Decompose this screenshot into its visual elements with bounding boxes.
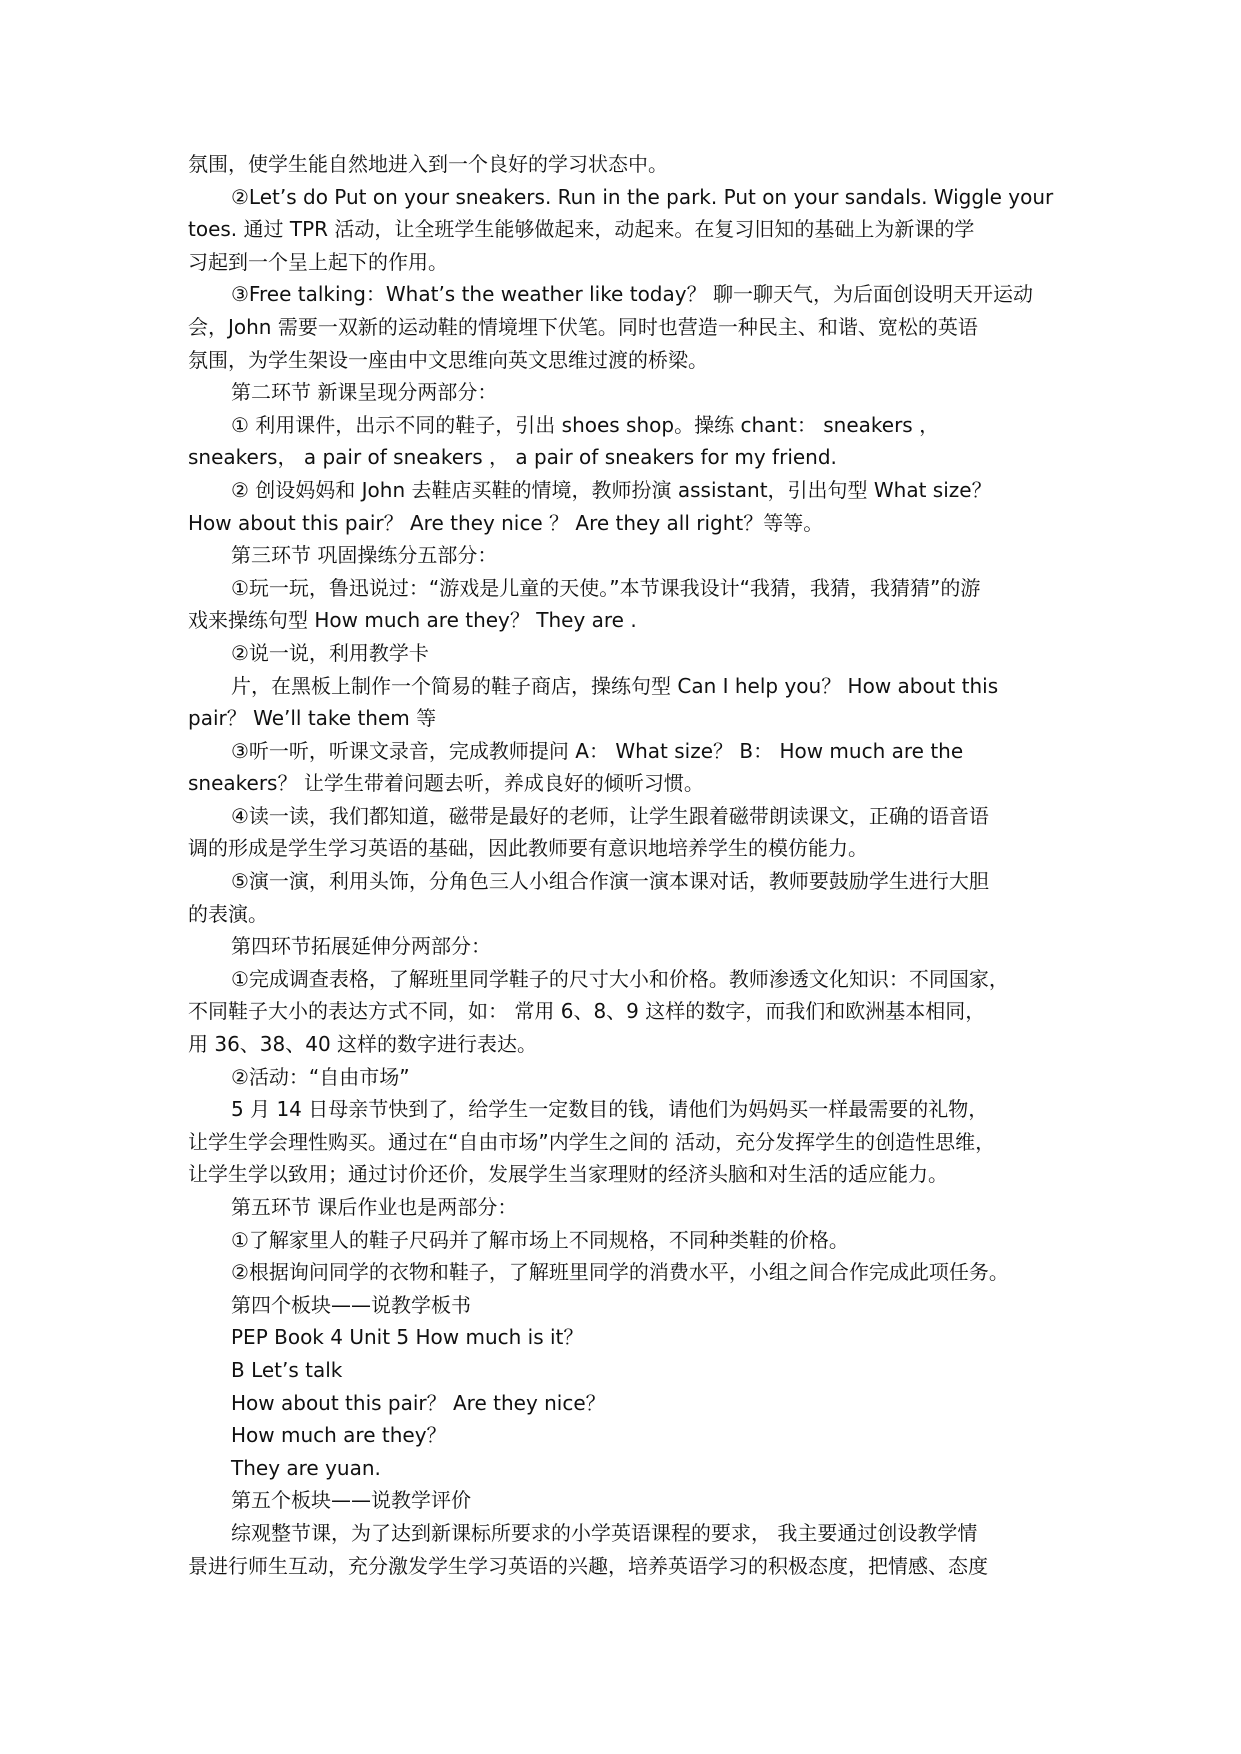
text-line: 第四个板块——说教学板书: [231, 1292, 471, 1317]
text-line: ③Free talking：What’s the weather like today？ 聊一聊天气，为后面创设明天开运动: [231, 282, 1033, 307]
text-line: B Let’s talk: [231, 1357, 343, 1382]
text-line: PEP Book 4 Unit 5 How much is it？: [231, 1325, 584, 1350]
text-line: 第四环节拓展延伸分两部分：: [231, 934, 491, 959]
text-line: 习起到一个呈上起下的作用。: [188, 249, 448, 274]
text-line: 第三环节 巩固操练分五部分：: [231, 543, 498, 568]
text-line: 片，在黑板上制作一个简易的鞋子商店，操练句型 Can I help you？ How about this: [231, 673, 999, 698]
text-line: 会，John 需要一双新的运动鞋的情境埋下伏笔。同时也营造一种民主、和谐、宽松的英语: [188, 314, 978, 339]
text-line: 用 36、38、40 这样的数字进行表达。: [188, 1032, 538, 1057]
text-line: ②Let’s do Put on your sneakers. Run in the park. Put on your sandals. Wiggle your: [231, 184, 1054, 209]
text-line: 氛围，使学生能自然地进入到一个良好的学习状态中。: [188, 152, 668, 176]
text-line: ③听一听，听课文录音，完成教师提问 A： What size？ B： How much are the: [231, 738, 964, 763]
text-line: 综观整节课，为了达到新课标所要求的小学英语课程的要求， 我主要通过创设教学情: [231, 1520, 978, 1545]
text-line: pair？ We’ll take them 等: [188, 706, 437, 731]
text-line: ⑤演一演，利用头饰，分角色三人小组合作演一演本课对话，教师要鼓励学生进行大胆: [231, 869, 989, 894]
text-line: How much are they？: [231, 1423, 447, 1448]
text-line: 让学生学会理性购买。通过在“自由市场”内学生之间的 活动，充分发挥学生的创造性思维，: [188, 1129, 996, 1154]
text-line: 第二环节 新课呈现分两部分：: [231, 380, 498, 405]
text-line: sneakers？ 让学生带着问题去听，养成良好的倾听习惯。: [188, 771, 704, 796]
text-line: 景进行师生互动，充分激发学生学习英语的兴趣，培养英语学习的积极态度，把情感、态度: [188, 1553, 988, 1578]
text-line: 的表演。: [188, 901, 268, 926]
text-line: ①完成调查表格，了解班里同学鞋子的尺寸大小和价格。教师渗透文化知识：不同国家，: [231, 966, 1009, 991]
text-line: How about this pair？ Are they nice？: [231, 1390, 606, 1415]
text-line: 调的形成是学生学习英语的基础，因此教师要有意识地培养学生的模仿能力。: [188, 836, 868, 861]
text-line: 第五个板块——说教学评价: [231, 1488, 471, 1513]
text-line: 氛围，为学生架设一座由中文思维向英文思维过渡的桥梁。: [188, 347, 708, 372]
text-line: ①玩一玩，鲁迅说过：“游戏是儿童的天使。”本节课我设计“我猜，我猜，我猜猜”的游: [231, 575, 981, 600]
text-line: sneakers， a pair of sneakers ， a pair of sneakers for my friend.: [188, 445, 837, 470]
text-line: 戏来操练句型 How much are they？ They are .: [188, 608, 637, 633]
text-line: 第五环节 课后作业也是两部分：: [231, 1195, 518, 1219]
text-line: 不同鞋子大小的表达方式不同，如： 常用 6、8、9 这样的数字，而我们和欧洲基本相同，: [188, 999, 986, 1024]
text-line: 让学生学以致用；通过讨价还价，发展学生当家理财的经济头脑和对生活的适应能力。: [188, 1162, 948, 1187]
text-line: They are yuan.: [231, 1455, 381, 1480]
text-line: ① 利用课件，出示不同的鞋子，引出 shoes shop。操练 chant： sneakers ，: [231, 412, 940, 437]
text-line: ②活动：“自由市场”: [231, 1064, 410, 1089]
text-line: toes. 通过 TPR 活动，让全班学生能够做起来，动起来。在复习旧知的基础上为新课的学: [188, 217, 975, 242]
text-line: ②说一说，利用教学卡: [231, 640, 429, 665]
text-line: ①了解家里人的鞋子尺码并了解市场上不同规格，不同种类鞋的价格。: [231, 1227, 849, 1252]
text-line: 5 月 14 日母亲节快到了，给学生一定数目的钱，请他们为妈妈买一样最需要的礼物，: [231, 1097, 989, 1122]
text-line: ②根据询问同学的衣物和鞋子，了解班里同学的消费水平，小组之间合作完成此项任务。: [231, 1260, 1009, 1285]
text-line: How about this pair？ Are they nice ？ Are they all right？等等。: [188, 510, 824, 535]
text-line: ④读一读，我们都知道，磁带是最好的老师，让学生跟着磁带朗读课文，正确的语音语: [231, 803, 989, 828]
text-line: ② 创设妈妈和 John 去鞋店买鞋的情境，教师扮演 assistant，引出句型 What size？: [231, 477, 992, 502]
document-page: [188, 148, 1073, 1582]
